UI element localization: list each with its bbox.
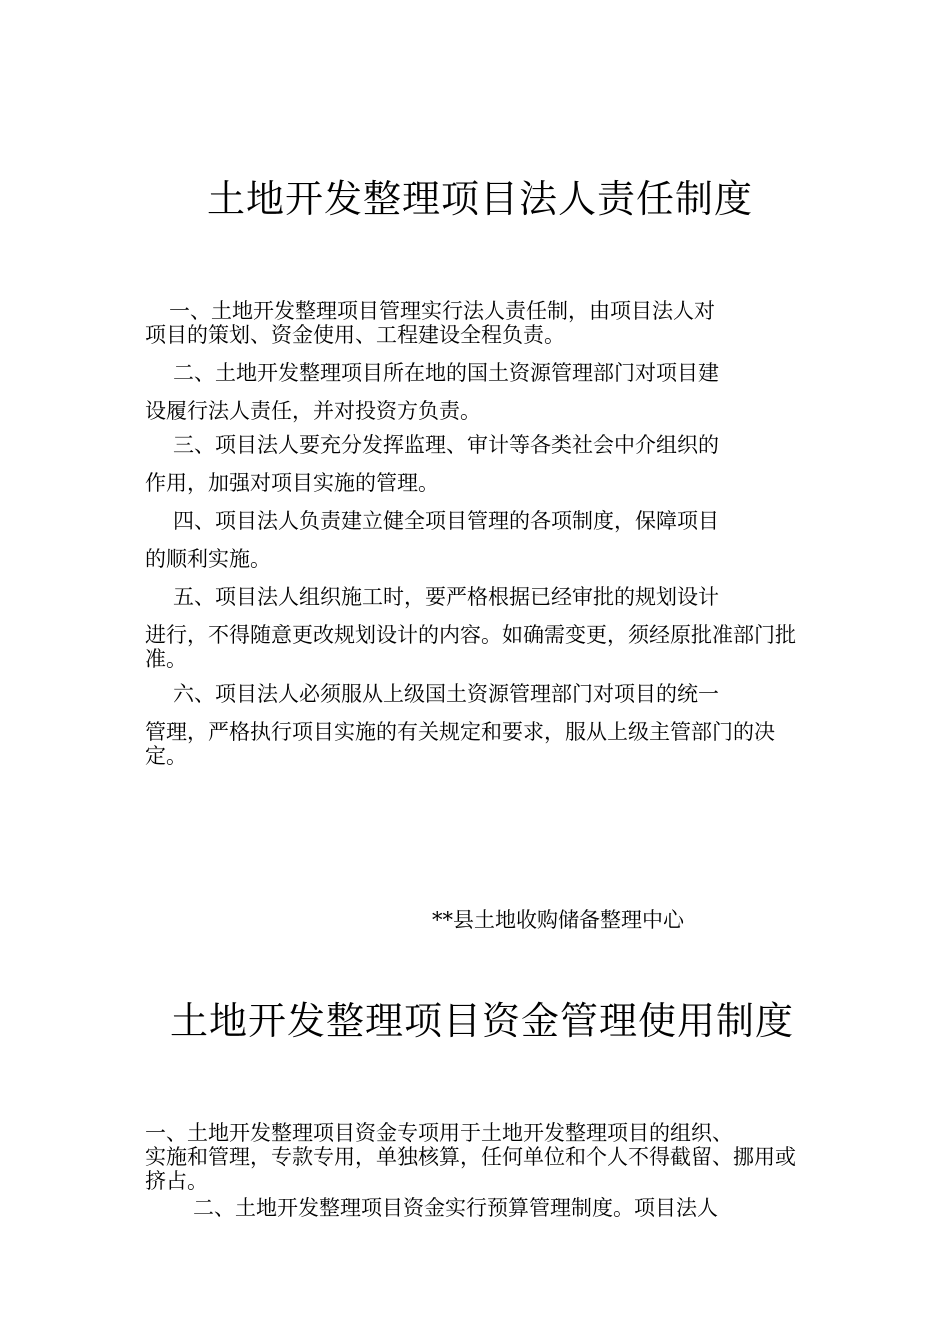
paragraph-4 [145,509,810,571]
paragraph-3-line1: 三、项目法人要充分发挥监理、审计等各类社会中介组织的 [173,433,719,457]
fund-paragraph-2 [145,1196,810,1220]
paragraph-5 [145,585,810,671]
paragraph-2 [145,361,810,423]
paragraph-3-rest: 作用，加强对项目实施的管理。 [145,471,439,495]
paragraph-6 [145,682,810,768]
fund-paragraph-1-rest: 实施和管理，专款专用，单独核算，任何单位和个人不得截留、挪用或挤占。 [145,1145,796,1193]
paragraph-1 [145,299,810,347]
issuing-organization: **县土地收购储备整理中心 [432,908,684,932]
fund-paragraph-1 [145,1121,810,1193]
paragraph-1-line1: 一、土地开发整理项目管理实行法人责任制，由项目法人对 [169,299,715,323]
document-title-1: 土地开发整理项目法人责任制度 [207,177,754,221]
paragraph-6-rest: 管理，严格执行项目实施的有关规定和要求，服从上级主管部门的决定。 [145,720,775,768]
paragraph-6-line1: 六、项目法人必须服从上级国土资源管理部门对项目的统一 [173,682,719,706]
fund-paragraph-1-line1: 一、土地开发整理项目资金专项用于土地开发整理项目的组织、 [145,1121,733,1145]
paragraph-2-line1: 二、土地开发整理项目所在地的国土资源管理部门对项目建 [173,361,719,385]
paragraph-5-line1: 五、项目法人组织施工时，要严格根据已经审批的规划设计 [173,585,719,609]
paragraph-1-rest: 项目的策划、资金使用、工程建设全程负责。 [145,323,565,347]
paragraph-5-rest: 进行，不得随意更改规划设计的内容。如确需变更，须经原批准部门批准。 [145,623,796,671]
paragraph-4-rest: 的顺利实施。 [145,547,271,571]
paragraph-3 [145,433,810,495]
fund-paragraph-2-line1: 二、土地开发整理项目资金实行预算管理制度。项目法人 [193,1196,718,1220]
paragraph-2-rest: 设履行法人责任，并对投资方负责。 [145,399,481,423]
paragraph-4-line1: 四、项目法人负责建立健全项目管理的各项制度，保障项目 [173,509,719,533]
document-title-2: 土地开发整理项目资金管理使用制度 [170,999,795,1043]
